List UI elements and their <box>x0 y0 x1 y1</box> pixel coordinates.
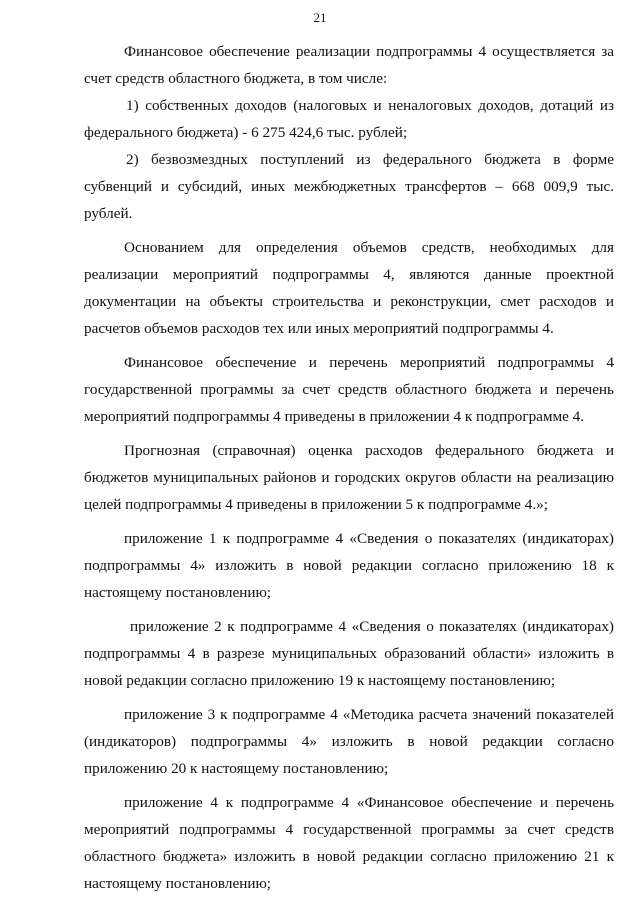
paragraph-forecast: Прогнозная (справочная) оценка расходов федерального бюджета и бюджетов муниципальных районов и городских округов области на реализацию целей подпрограммы 4 приведены в приложении 5 к подпрограмме 4.»; <box>84 442 614 513</box>
paragraph-appendix-3: приложение 3 к подпрограмме 4 «Методика расчета значений показателей (индикаторов) подпрограммы 4» изложить в новой редакции согласно приложению 20 к настоящему постановлению; <box>84 706 614 777</box>
paragraph-financing-intro: Финансовое обеспечение реализации подпрограммы 4 осуществляется за счет средств областного бюджета, в том числе: <box>84 43 614 87</box>
paragraph-appendix-1: приложение 1 к подпрограмме 4 «Сведения о показателях (индикаторах) подпрограммы 4» изложить в новой редакции согласно приложению 18 к настоящему постановлению; <box>84 530 614 601</box>
paragraph-financing-list: Финансовое обеспечение и перечень мероприятий подпрограммы 4 государственной программы за счет средств областного бюджета и перечень мероприятий подпрограммы 4 приведены в приложении 4 к подпрограмме 4. <box>84 354 614 425</box>
paragraph-own-revenues: 1) собственных доходов (налоговых и неналоговых доходов, дотаций из федерального бюджета) - 6 275 424,6 тыс. рублей; <box>84 97 614 141</box>
paragraph-appendix-4: приложение 4 к подпрограмме 4 «Финансовое обеспечение и перечень мероприятий подпрограммы 4 государственной программы за счет средств областного бюджета» изложить в новой редакции согласно приложению 21 к настоящему постановлению; <box>84 794 614 892</box>
paragraph-basis: Основанием для определения объемов средств, необходимых для реализации мероприятий подпрограммы 4, являются данные проектной документации на объекты строительства и реконструкции, смет расходов и расчетов объемов расходов тех или иных мероприятий подпрограммы 4. <box>84 239 614 337</box>
document-body <box>84 38 614 897</box>
paragraph-appendix-2: приложение 2 к подпрограмме 4 «Сведения о показателях (индикаторах) подпрограммы 4 в разрезе муниципальных образований области» изложить в новой редакции согласно приложению 19 к настоящему постановлению; <box>84 618 614 689</box>
page-number: 21 <box>313 10 327 25</box>
paragraph-federal-transfers: 2) безвозмездных поступлений из федерального бюджета в форме субвенций и субсидий, иных межбюджетных трансфертов – 668 009,9 тыс. рублей. <box>84 151 614 222</box>
